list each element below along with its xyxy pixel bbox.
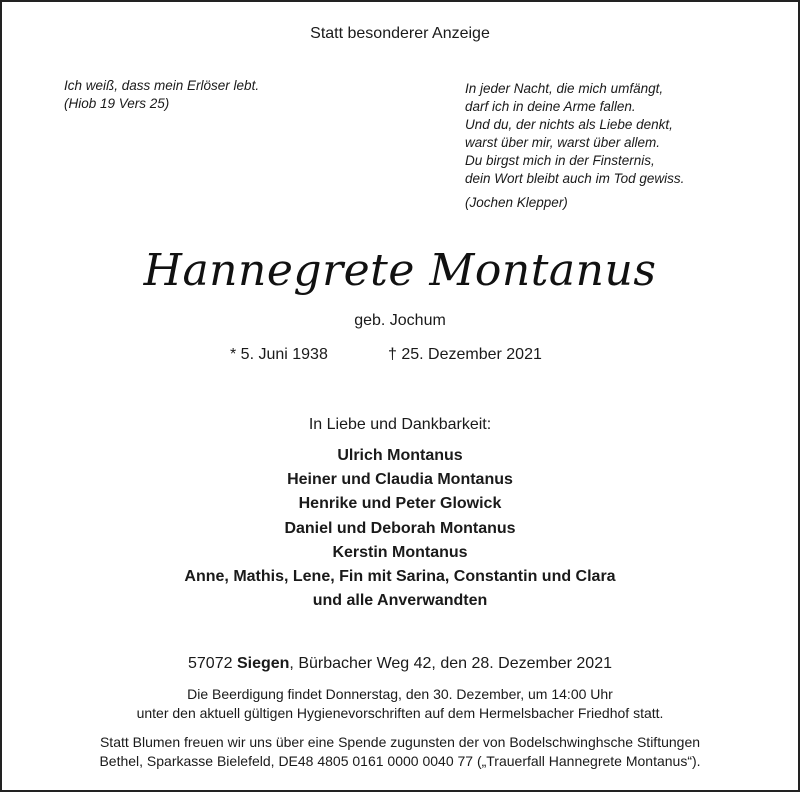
address-city: Siegen bbox=[236, 655, 290, 672]
poem-line: dein Wort bleibt auch im Tod gewiss. bbox=[465, 171, 685, 186]
mourner-entry: Henrike und Peter Glowick bbox=[298, 495, 502, 513]
mourner-entry: Anne, Mathis, Lene, Fin mit Sarina, Constantin und Clara bbox=[184, 568, 616, 586]
donation-line: Bethel, Sparkasse Bielefeld, DE48 4805 0161 0000 0040 77 („Trauerfall Hannegrete Montanus“). bbox=[99, 753, 701, 769]
donation-info bbox=[2, 733, 798, 771]
gratitude-line: In Liebe und Dankbarkeit: bbox=[308, 416, 492, 433]
birth-date: * 5. Juni 1938 bbox=[230, 346, 328, 363]
funeral-line: Die Beerdigung findet Donnerstag, den 30. Dezember, um 14:00 Uhr bbox=[187, 686, 613, 702]
bible-verse bbox=[64, 77, 259, 113]
notice-heading: Statt besonderer Anzeige bbox=[310, 25, 490, 42]
mourner-entry: Kerstin Montanus bbox=[332, 543, 468, 561]
verse-line: Ich weiß, dass mein Erlöser lebt. bbox=[64, 78, 260, 93]
address-line bbox=[2, 654, 798, 674]
poem-line: warst über mir, warst über allem. bbox=[465, 135, 661, 150]
poem-line: Du birgst mich in der Finsternis, bbox=[465, 153, 655, 168]
poem-verse bbox=[465, 80, 684, 212]
funeral-line: unter den aktuell gültigen Hygienevorschriften auf dem Hermelsbacher Friedhof statt. bbox=[136, 705, 664, 721]
donation-line: Statt Blumen freuen wir uns über eine Spende zugunsten der von Bodelschwinghsche Stiftungen bbox=[99, 734, 701, 750]
mourner-entry: Daniel und Deborah Montanus bbox=[284, 519, 516, 537]
mourners-list bbox=[2, 444, 798, 613]
poem-source: (Jochen Klepper) bbox=[465, 195, 568, 210]
poem-line: darf ich in deine Arme fallen. bbox=[465, 99, 636, 114]
poem-line: In jeder Nacht, die mich umfängt, bbox=[465, 81, 664, 96]
poem-line: Und du, der nichts als Liebe denkt, bbox=[465, 117, 673, 132]
mourner-entry: und alle Anverwandten bbox=[312, 592, 488, 610]
death-date: † 25. Dezember 2021 bbox=[388, 346, 542, 363]
deceased-name: Hannegrete Montanus bbox=[143, 245, 657, 296]
mourner-entry: Ulrich Montanus bbox=[337, 447, 463, 464]
mourner-entry: Heiner und Claudia Montanus bbox=[287, 471, 513, 489]
address-rest: , Bürbacher Weg 42, den 28. Dezember 2021 bbox=[289, 655, 612, 672]
funeral-info bbox=[2, 685, 798, 723]
maiden-name: geb. Jochum bbox=[354, 312, 446, 329]
verse-source: (Hiob 19 Vers 25) bbox=[64, 96, 170, 111]
address-postcode: 57072 bbox=[188, 655, 233, 672]
